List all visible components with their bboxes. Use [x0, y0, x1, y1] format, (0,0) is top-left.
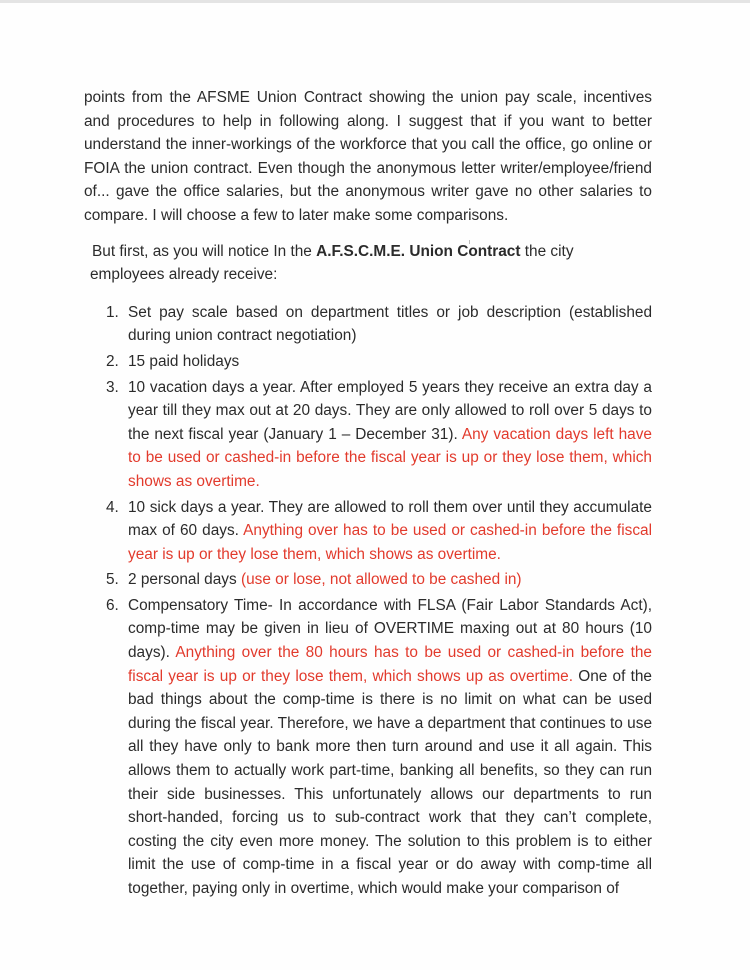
- list-item-highlight: Anything over the 80 hours has to be used or cashed-in before the fiscal year is up or they lose them, which shows up as overtime.: [128, 644, 652, 685]
- list-item-highlight: (use or lose, not allowed to be cashed in): [240, 571, 522, 589]
- contract-intro-text-end: the city employees already receive:: [90, 242, 574, 284]
- list-item: [106, 594, 652, 901]
- list-item-text: Set pay scale based on department titles or job description (established during union contract negotiation): [128, 303, 652, 345]
- list-item-highlight: Any vacation days left have to be used or cashed-in before the fiscal year is up or they lose them, which shows as overtime.: [128, 425, 652, 490]
- list-item-highlight: Anything over has to be used or cashed-in before the fiscal year is up or they lose them, which shows as overtime.: [128, 522, 652, 563]
- list-item-text: 15 paid holidays: [128, 352, 240, 370]
- contract-name: A.F.S.C.M.E. Union Contract: [316, 242, 521, 260]
- scan-top-edge: [0, 0, 750, 3]
- document-body: [84, 86, 652, 903]
- list-item-number: 4.: [106, 498, 119, 516]
- contract-intro-text: But first, as you will notice In the: [92, 242, 317, 260]
- list-item: [106, 496, 652, 567]
- list-item: [106, 350, 652, 374]
- list-item-number: 3.: [106, 378, 119, 396]
- list-item-text: 10 vacation days a year. After employed 5 years they receive an extra day a year till they max out at 20 days. They are only allowed to roll over 5 days to the next fiscal year (January 1 – December 31).: [128, 378, 652, 443]
- list-item-number: 2.: [106, 352, 119, 370]
- list-item-number: 6.: [106, 596, 119, 614]
- list-item-text: 2 personal days: [128, 571, 241, 589]
- intro-paragraph: points from the AFSME Union Contract showing the union pay scale, incentives and procedures to help in following along. I suggest that if you want to better understand the inner-workings of the workforce that you call the office, go online or FOIA the union contract. Even though the anonymous letter writer/employee/friend of... gave the office salaries, but the anonymous writer gave no other salaries to compare. I will choose a few to later make some comparisons.: [84, 89, 652, 224]
- list-item-number: 5.: [106, 571, 119, 589]
- list-item-text-continued: One of the bad things about the comp-time is there is no limit on what can be used during the fiscal year. Therefore, we have a department that continues to use all they have only to bank more then turn around and use it all again. This allows them to actually work part-time, banking all benefits, so they can run their side businesses. This unfortunately allows our departments to run short-handed, forcing us to sub-contract work that they can’t complete, costing the city even more money. The solution to this problem is to either limit the use of comp-time in a fiscal year or do away with comp-time all together, paying only in overtime, which would make your comparison of: [128, 667, 652, 897]
- list-item-text: Compensatory Time- In accordance with FLSA (Fair Labor Standards Act), comp-time may be given in lieu of OVERTIME maxing out at 80 hours (10 days).: [128, 596, 652, 662]
- list-item: [106, 568, 652, 592]
- list-item: [106, 376, 652, 494]
- benefits-list: [84, 301, 652, 901]
- contract-intro-paragraph: [90, 240, 652, 287]
- list-item-number: 1.: [106, 303, 119, 321]
- list-item: [106, 301, 652, 348]
- list-item-text: 10 sick days a year. They are allowed to roll them over until they accumulate max of 60 days.: [128, 498, 652, 540]
